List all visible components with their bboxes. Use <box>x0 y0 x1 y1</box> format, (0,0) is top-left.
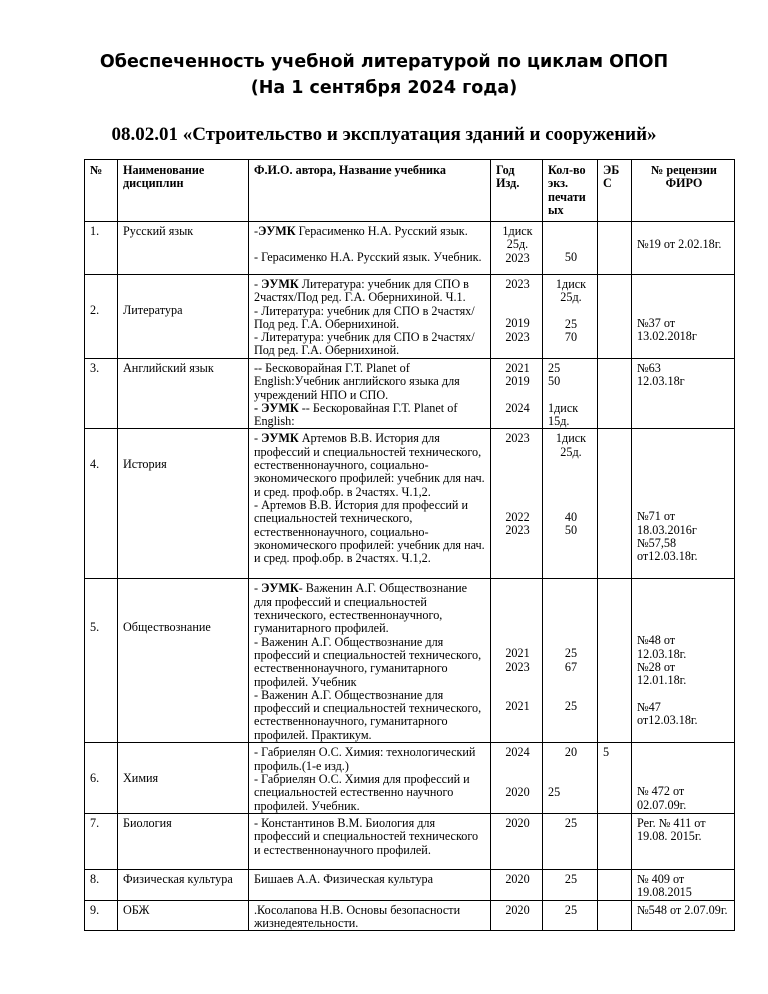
document-date: (На 1 сентября 2024 года) <box>250 78 518 98</box>
text: №63 12.03.18г <box>637 361 685 389</box>
row-discipline: Русский язык <box>118 222 249 275</box>
row-year <box>491 579 543 743</box>
text: 2022 <box>505 509 530 524</box>
text: 2020 <box>505 784 530 799</box>
table-row <box>85 359 735 429</box>
text: 2020 <box>505 871 530 886</box>
row-books <box>249 743 491 813</box>
text: 2023 <box>505 523 530 538</box>
text: №37 от 13.02.2018г <box>637 316 697 344</box>
text: 5 <box>603 745 610 760</box>
row-eb <box>598 222 632 275</box>
table-row <box>85 743 735 813</box>
text: - Артемов В.В. История для профессий и специальностей технического, естественнонаучного, социально-экономического профилей: учебник для нач. и сред. проф.обр. в 2частях. Ч.1,2. <box>254 497 485 566</box>
row-review <box>632 813 735 869</box>
text: №47 от12.03.18г. <box>637 699 698 727</box>
row-eb <box>598 813 632 869</box>
table-row <box>85 222 735 275</box>
text: - Габриелян О.С. Химия для профессий и специальностей естественно научного профилей. Учебник. <box>254 772 470 813</box>
col-num-header: № <box>85 160 118 222</box>
text: 5. <box>90 620 100 635</box>
text: ЭУМК <box>258 224 296 238</box>
text: История <box>123 457 167 472</box>
text: - Важенин А.Г. Обществознание для профессий и специальностей технического, естественнонаучного, гуманитарного профилей. <box>254 581 468 636</box>
text: 25 <box>564 316 578 331</box>
text: 2021 <box>505 646 530 661</box>
row-eb <box>598 743 632 813</box>
row-number <box>85 429 118 579</box>
row-review <box>632 222 735 275</box>
row-review <box>632 743 735 813</box>
row-books <box>249 222 491 275</box>
text: - Важенин А.Г. Обществознание для профессий и специальностей технического, естественнонаучного, гуманитарного профилей. Учебник <box>254 634 482 689</box>
row-year <box>491 900 543 931</box>
text: №71 от 18.03.2016г №57,58 от12.03.18г. <box>637 509 698 564</box>
row-number <box>85 743 118 813</box>
row-year <box>491 813 543 869</box>
row-discipline <box>118 429 249 579</box>
table-row <box>85 869 735 900</box>
row-copies <box>543 359 598 429</box>
row-review <box>632 429 735 579</box>
row-year <box>491 743 543 813</box>
text: 2021 <box>505 699 530 714</box>
row-year <box>491 359 543 429</box>
table-row <box>85 813 735 869</box>
row-discipline <box>118 743 249 813</box>
text: 25 <box>548 784 561 799</box>
row-review <box>632 579 735 743</box>
text: - <box>254 277 262 291</box>
row-copies <box>543 579 598 743</box>
text: - Габриелян О.С. Химия: технологический профиль.(1-е изд.) <box>254 745 476 773</box>
row-number: 9. <box>85 900 118 931</box>
text: №548 от 2.07.09г. <box>637 902 728 917</box>
row-eb <box>598 275 632 359</box>
table-row <box>85 275 735 359</box>
col-review-header: № рецензии ФИРО <box>632 160 735 222</box>
row-eb <box>598 900 632 931</box>
text: 25 <box>564 699 578 714</box>
text: -- Бесковорайная Г.Т. Planet of English:Учебник английского языка для учреждений НПО и СПО. <box>254 361 460 402</box>
text: 2023 <box>505 277 530 291</box>
text: Литература <box>123 303 183 317</box>
row-books <box>249 429 491 579</box>
text: 67 <box>564 659 578 674</box>
text: 2019 <box>505 316 530 331</box>
row-review <box>632 869 735 900</box>
row-discipline: Биология <box>118 813 249 869</box>
col-copies-header: Кол-во экз. печати ых <box>543 160 598 222</box>
row-discipline: ОБЖ <box>118 900 249 931</box>
text: 70 <box>564 329 578 344</box>
col-eb-header: ЭБ С <box>598 160 632 222</box>
text: 40 <box>564 510 578 525</box>
table-row <box>85 429 735 579</box>
row-eb <box>598 359 632 429</box>
table-row <box>85 900 735 931</box>
text: - Литература: учебник для СПО в 2частях/Под ред. Г.А. Обернихиной. <box>254 303 475 331</box>
col-author-header: Ф.И.О. автора, Название учебника <box>249 160 491 222</box>
row-discipline <box>118 579 249 743</box>
row-books <box>249 579 491 743</box>
document-title: Обеспеченность учебной литературой по циклам ОПОП <box>99 52 669 72</box>
text: 1диск 25д. <box>502 224 533 252</box>
text: Герасименко Н.А. Русский язык. <box>295 224 468 238</box>
row-review <box>632 359 735 429</box>
row-year <box>491 222 543 275</box>
text: 1диск 15д. <box>548 400 579 428</box>
text: 2021 <box>505 361 530 375</box>
text: 2020 <box>505 815 530 830</box>
row-number <box>85 275 118 359</box>
row-books <box>249 359 491 429</box>
text: - <box>254 581 262 596</box>
row-eb <box>598 579 632 743</box>
text: 2024 <box>505 745 530 760</box>
text: - <box>254 224 259 238</box>
row-number: 3. <box>85 359 118 429</box>
text: 25 <box>548 361 561 375</box>
row-copies <box>543 869 598 900</box>
text: Литература: учебник для СПО в 2частях/Под ред. Г.А. Обернихиной. Ч.1. <box>254 277 469 305</box>
row-books <box>249 869 491 900</box>
row-copies <box>543 429 598 579</box>
row-year <box>491 869 543 900</box>
text: Бишаев А.А. Физическая культура <box>254 871 434 886</box>
row-discipline: Английский язык <box>118 359 249 429</box>
row-number: 1. <box>85 222 118 275</box>
text: Артемов В.В. История для профессий и специальностей технического, естественнонаучного, социально-экономического профилей: учебник для нач. и сред. проф.обр. в 2частях. Ч.1,2. <box>254 431 485 499</box>
text: 2023 <box>505 329 530 344</box>
text: 2023 <box>505 431 530 446</box>
text: №19 от 2.02.18г. <box>637 237 722 251</box>
text: 1диск 25д. <box>555 431 587 459</box>
text: 50 <box>564 523 578 538</box>
text: ЭУМК <box>261 400 299 415</box>
row-copies <box>543 813 598 869</box>
table-header-row <box>85 160 735 222</box>
text: № 472 от 02.07.09г. <box>637 784 687 812</box>
text: 50 <box>564 250 578 264</box>
text: 2024 <box>505 400 530 415</box>
specialty-title: 08.02.01 «Строительство и эксплуатация зданий и сооружений» <box>111 124 657 145</box>
row-discipline <box>118 275 249 359</box>
text: - <box>254 400 262 415</box>
text: Обществознание <box>123 620 211 635</box>
text: 2. <box>90 303 100 317</box>
text: 25 <box>564 815 578 830</box>
text: - Герасименко Н.А. Русский язык. Учебник. <box>254 250 482 265</box>
text: ЭУМК <box>261 277 299 291</box>
row-eb <box>598 429 632 579</box>
text: №48 от 12.03.18г. №28 от 12.01.18г. <box>637 633 687 688</box>
text: 2023 <box>505 659 530 674</box>
row-eb <box>598 869 632 900</box>
row-books <box>249 900 491 931</box>
text: 50 <box>548 374 561 389</box>
text: Рег. № 411 от 19.08. 2015г. <box>637 815 706 844</box>
row-discipline: Физическая культура <box>118 869 249 900</box>
row-year <box>491 275 543 359</box>
text: Химия <box>123 771 159 786</box>
text: 2020 <box>505 902 530 917</box>
row-review <box>632 275 735 359</box>
text: 6. <box>90 771 100 786</box>
row-copies <box>543 222 598 275</box>
row-number <box>85 579 118 743</box>
row-review <box>632 900 735 931</box>
text: -- Бескоровайная Г.Т. Planet of English: <box>254 400 458 429</box>
text: - Константинов В.М. Биология для профессий и специальностей технического и естественнонаучного профилей. <box>254 815 479 857</box>
text: ЭУМК <box>261 431 299 446</box>
row-books <box>249 275 491 359</box>
col-discipline-header: Наименование дисциплин <box>118 160 249 222</box>
table-row <box>85 579 735 743</box>
text: 2019 <box>505 374 530 389</box>
literature-table <box>84 159 735 931</box>
text: 25 <box>564 871 578 886</box>
text: - Литература: учебник для СПО в 2частях/Под ред. Г.А. Обернихиной. <box>254 330 475 358</box>
text: 1диск 25д. <box>555 277 587 305</box>
col-year-header: Год Изд. <box>491 160 543 222</box>
row-copies <box>543 275 598 359</box>
row-copies <box>543 900 598 931</box>
row-books <box>249 813 491 869</box>
text: 20 <box>564 745 578 760</box>
row-copies <box>543 743 598 813</box>
row-number: 7. <box>85 813 118 869</box>
text: 2023 <box>505 250 530 265</box>
text: 25 <box>564 646 578 661</box>
text: 25 <box>564 902 578 917</box>
text: № 409 от 19.08.2015 <box>637 871 692 900</box>
text: ЭУМК <box>261 581 299 596</box>
text: - <box>254 431 262 446</box>
text: 4. <box>90 457 100 472</box>
row-year <box>491 429 543 579</box>
text: .Косолапова Н.В. Основы безопасности жизнедеятельности. <box>254 902 461 930</box>
row-number: 8. <box>85 869 118 900</box>
text: - Важенин А.Г. Обществознание для профессий и специальностей технического, естественнонаучного, гуманитарного профилей. Практикум. <box>254 687 482 742</box>
